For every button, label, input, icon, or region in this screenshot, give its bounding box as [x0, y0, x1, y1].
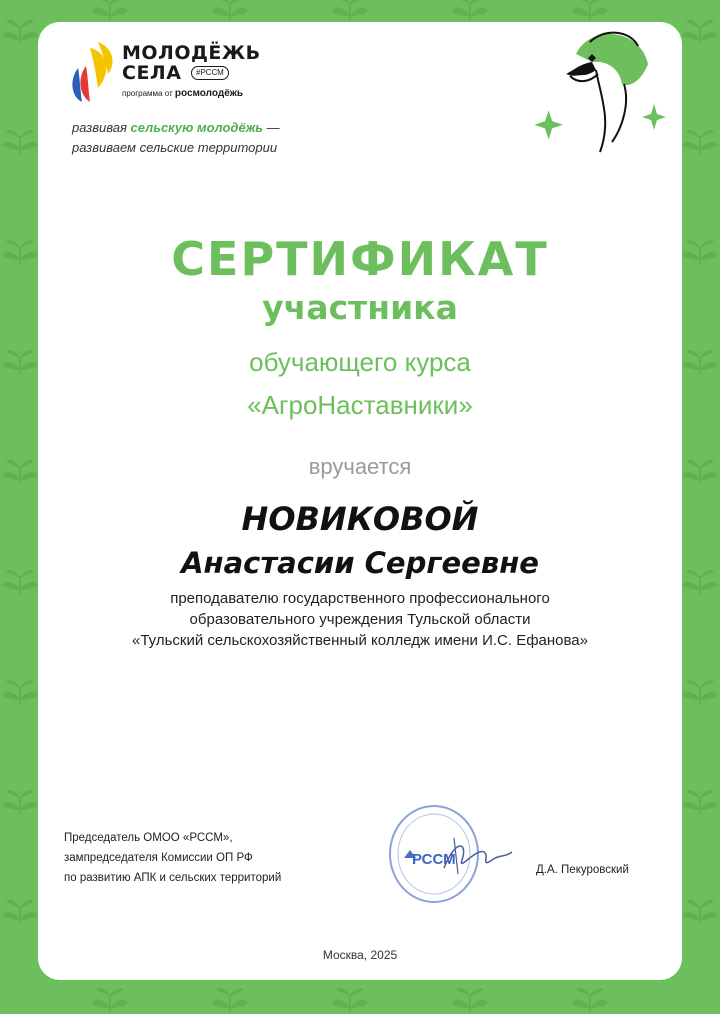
stamp-text: РССМ: [412, 851, 456, 868]
signer-name: Д.А. Пекуровский: [536, 864, 629, 876]
certificate-card: [38, 22, 682, 980]
brand-sub-prefix: программа от: [122, 89, 173, 98]
signer-line2: зампредседателя Комиссии ОП РФ: [64, 852, 253, 864]
molodezh-sela-logo-icon: [68, 38, 116, 104]
slogan-part1: развивая: [72, 120, 131, 135]
brand-name-line1: МОЛОДЁЖЬ: [122, 42, 261, 64]
mascot-goose-icon: [530, 24, 670, 164]
course-name: «АгроНаставники»: [247, 390, 473, 420]
slogan-line2: развиваем сельские территории: [72, 140, 278, 155]
stamp-and-signature: [384, 798, 524, 908]
recipient-given-names: Анастасии Сергеевне: [181, 546, 539, 580]
position-line1: преподавателю государственного профессионального: [170, 590, 550, 607]
signer-title: [64, 828, 281, 888]
brand-subtitle: [122, 88, 243, 99]
position-line3: «Тульский сельскохозяйственный колледж имени И.С. Ефанова»: [132, 632, 588, 649]
awarded-label: вручается: [308, 454, 412, 479]
course-line1: обучающего курса: [249, 347, 471, 377]
brand-hashtag-badge: #РССМ: [191, 66, 229, 80]
signer-line3: по развитию АПК и сельских территорий: [64, 872, 282, 884]
brand-name-line2: СЕЛА: [122, 62, 182, 84]
slogan-part2: —: [263, 120, 280, 135]
place-and-year: Москва, 2025: [322, 948, 398, 962]
signer-line1: Председатель ОМОО «РССМ»,: [64, 832, 233, 844]
brand-sub-org: росмолодёжь: [174, 88, 244, 99]
slogan: [72, 118, 280, 158]
slogan-accent: сельскую молодёжь: [130, 120, 263, 135]
position-line2: образовательного учреждения Тульской области: [189, 611, 531, 628]
recipient-surname: НОВИКОВОЙ: [241, 500, 479, 538]
recipient-position: [38, 588, 682, 651]
certificate-subtitle: участника: [262, 288, 458, 327]
certificate-title: СЕРТИФИКАТ: [171, 232, 549, 286]
